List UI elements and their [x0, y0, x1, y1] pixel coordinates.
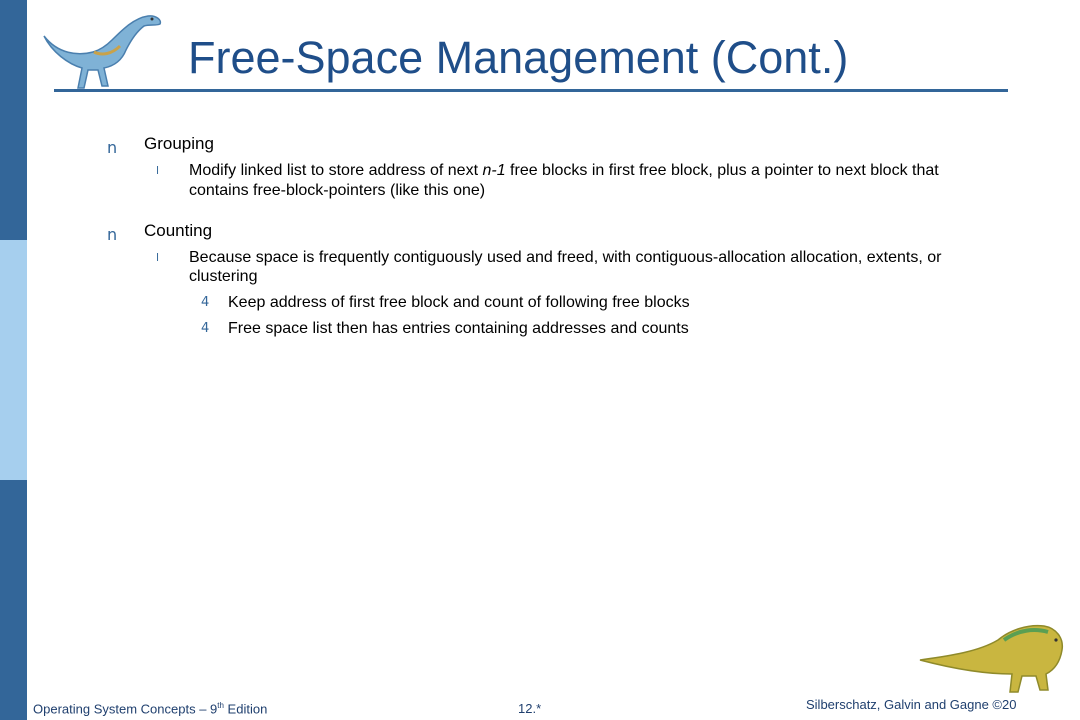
grouping-point-line1	[189, 161, 939, 180]
sub-sub-bullet-marker: 4	[201, 295, 210, 310]
title-divider	[54, 89, 1008, 92]
grouping-text-a: Modify linked list to store address of next	[189, 162, 483, 179]
counting-item: Free space list then has entries containing addresses and counts	[228, 320, 689, 337]
grouping-text-italic: n-1	[482, 162, 506, 179]
footer-book-title-text: Operating System Concepts – 9	[33, 701, 218, 717]
slide-title: Free-Space Management (Cont.)	[188, 32, 849, 83]
dinosaur-logo-icon	[918, 616, 1068, 696]
bullet-marker: n	[107, 138, 118, 157]
sub-bullet-marker: l	[156, 251, 160, 264]
sub-sub-bullet-marker: 4	[201, 321, 210, 336]
footer-edition-text: Edition	[223, 701, 268, 717]
grouping-heading: Grouping	[144, 134, 214, 153]
footer-book-title	[33, 701, 267, 716]
sub-bullet-marker: l	[156, 164, 160, 177]
dinosaur-logo-icon	[38, 6, 166, 92]
grouping-text-b: free blocks in first free block, plus a pointer to next block that	[505, 162, 939, 179]
page-number: 12.*	[518, 701, 542, 716]
counting-point-line2: clustering	[189, 268, 258, 285]
grouping-point-line2: contains free-block-pointers (like this one)	[189, 182, 486, 199]
side-bar	[0, 0, 27, 720]
side-bar-highlight	[0, 240, 27, 480]
counting-point-line1: Because space is frequently contiguously used and freed, with contiguous-allocation allocation, extents, or	[189, 249, 942, 266]
footer-authors: Silberschatz, Galvin and Gagne ©20	[806, 697, 1017, 712]
counting-item: Keep address of first free block and count of following free blocks	[228, 294, 690, 311]
footer-superscript: th	[217, 701, 224, 710]
bullet-marker: n	[107, 225, 118, 244]
counting-heading: Counting	[144, 221, 213, 240]
